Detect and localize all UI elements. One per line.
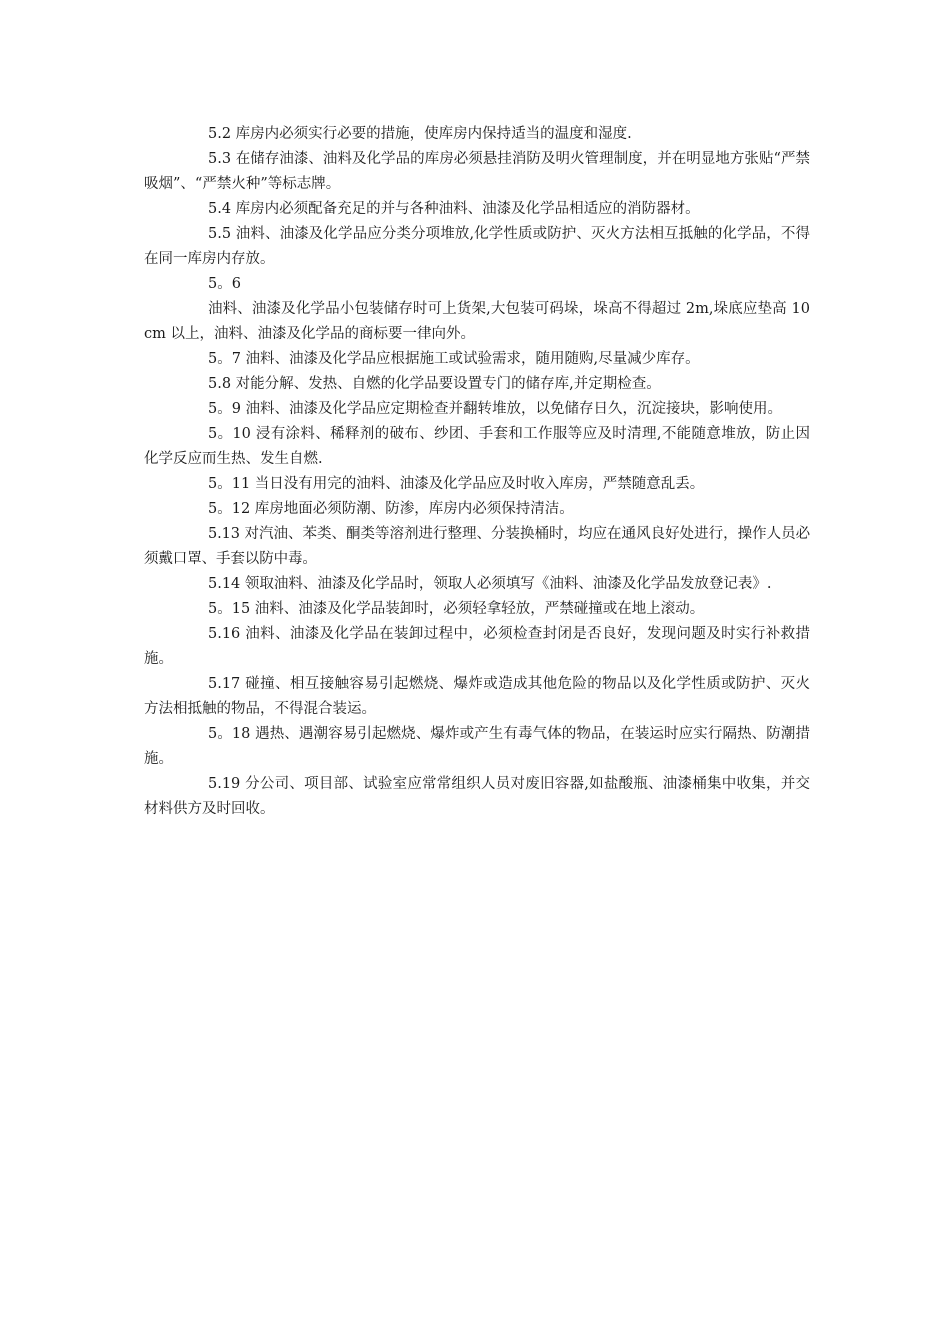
paragraph-5-6: 油料、油漆及化学品小包装储存时可上货架,大包装可码垛，垛高不得超过 2m,垛底应垫高 10cm 以上，油料、油漆及化学品的商标要一律向外。 (144, 301, 810, 342)
paragraph-5-17: 5.17 碰撞、相互接触容易引起燃烧、爆炸或造成其他危险的物品以及化学性质或防护、灭火方法相抵触的物品，不得混合装运。 (144, 676, 810, 717)
paragraph-5-3: 5.3 在储存油漆、油料及化学品的库房必须悬挂消防及明火管理制度，并在明显地方张贴“严禁吸烟”、“严禁火种”等标志牌。 (144, 151, 810, 192)
paragraph-5-13: 5.13 对汽油、苯类、酮类等溶剂进行整理、分装换桶时，均应在通风良好处进行，操作人员必须戴口罩、手套以防中毒。 (144, 526, 810, 567)
paragraph-5-11: 5。11 当日没有用完的油料、油漆及化学品应及时收入库房，严禁随意乱丢。 (208, 476, 705, 492)
paragraph-5-15: 5。15 油料、油漆及化学品装卸时，必须轻拿轻放，严禁碰撞或在地上滚动。 (208, 601, 705, 617)
paragraph-5-19: 5.19 分公司、项目部、试验室应常常组织人员对废旧容器,如盐酸瓶、油漆桶集中收集，并交材料供方及时回收。 (144, 776, 810, 817)
paragraph-5-12: 5。12 库房地面必须防潮、防渗，库房内必须保持清洁。 (208, 501, 574, 517)
paragraph-5-5: 5.5 油料、油漆及化学品应分类分项堆放,化学性质或防护、灭火方法相互抵触的化学品，不得在同一库房内存放。 (144, 226, 810, 267)
paragraph-5-8: 5.8 对能分解、发热、自燃的化学品要设置专门的储存库,并定期检查。 (208, 376, 661, 392)
paragraph-5-10: 5。10 浸有涂料、稀释剂的破布、纱团、手套和工作服等应及时清理,不能随意堆放，防止因化学反应而生热、发生自燃. (144, 426, 810, 467)
paragraph-5-7: 5。7 油料、油漆及化学品应根据施工或试验需求，随用随购,尽量减少库存。 (208, 351, 700, 367)
paragraph-5-9: 5。9 油料、油漆及化学品应定期检查并翻转堆放，以免储存日久，沉淀接块，影响使用。 (208, 401, 783, 417)
paragraph-5-18: 5。18 遇热、遇潮容易引起燃烧、爆炸或产生有毒气体的物品，在装运时应实行隔热、防潮措施。 (144, 726, 810, 767)
paragraph-5-14: 5.14 领取油料、油漆及化学品时，领取人必须填写《油料、油漆及化学品发放登记表》. (208, 576, 772, 592)
paragraph-5-6-number: 5。6 (208, 276, 241, 292)
document-body (144, 122, 810, 822)
paragraph-5-4: 5.4 库房内必须配备充足的并与各种油料、油漆及化学品相适应的消防器材。 (208, 201, 700, 217)
paragraph-5-16: 5.16 油料、油漆及化学品在装卸过程中，必须检查封闭是否良好，发现问题及时实行补救措施。 (144, 626, 810, 667)
paragraph-5-2: 5.2 库房内必须实行必要的措施，使库房内保持适当的温度和湿度. (208, 126, 632, 142)
